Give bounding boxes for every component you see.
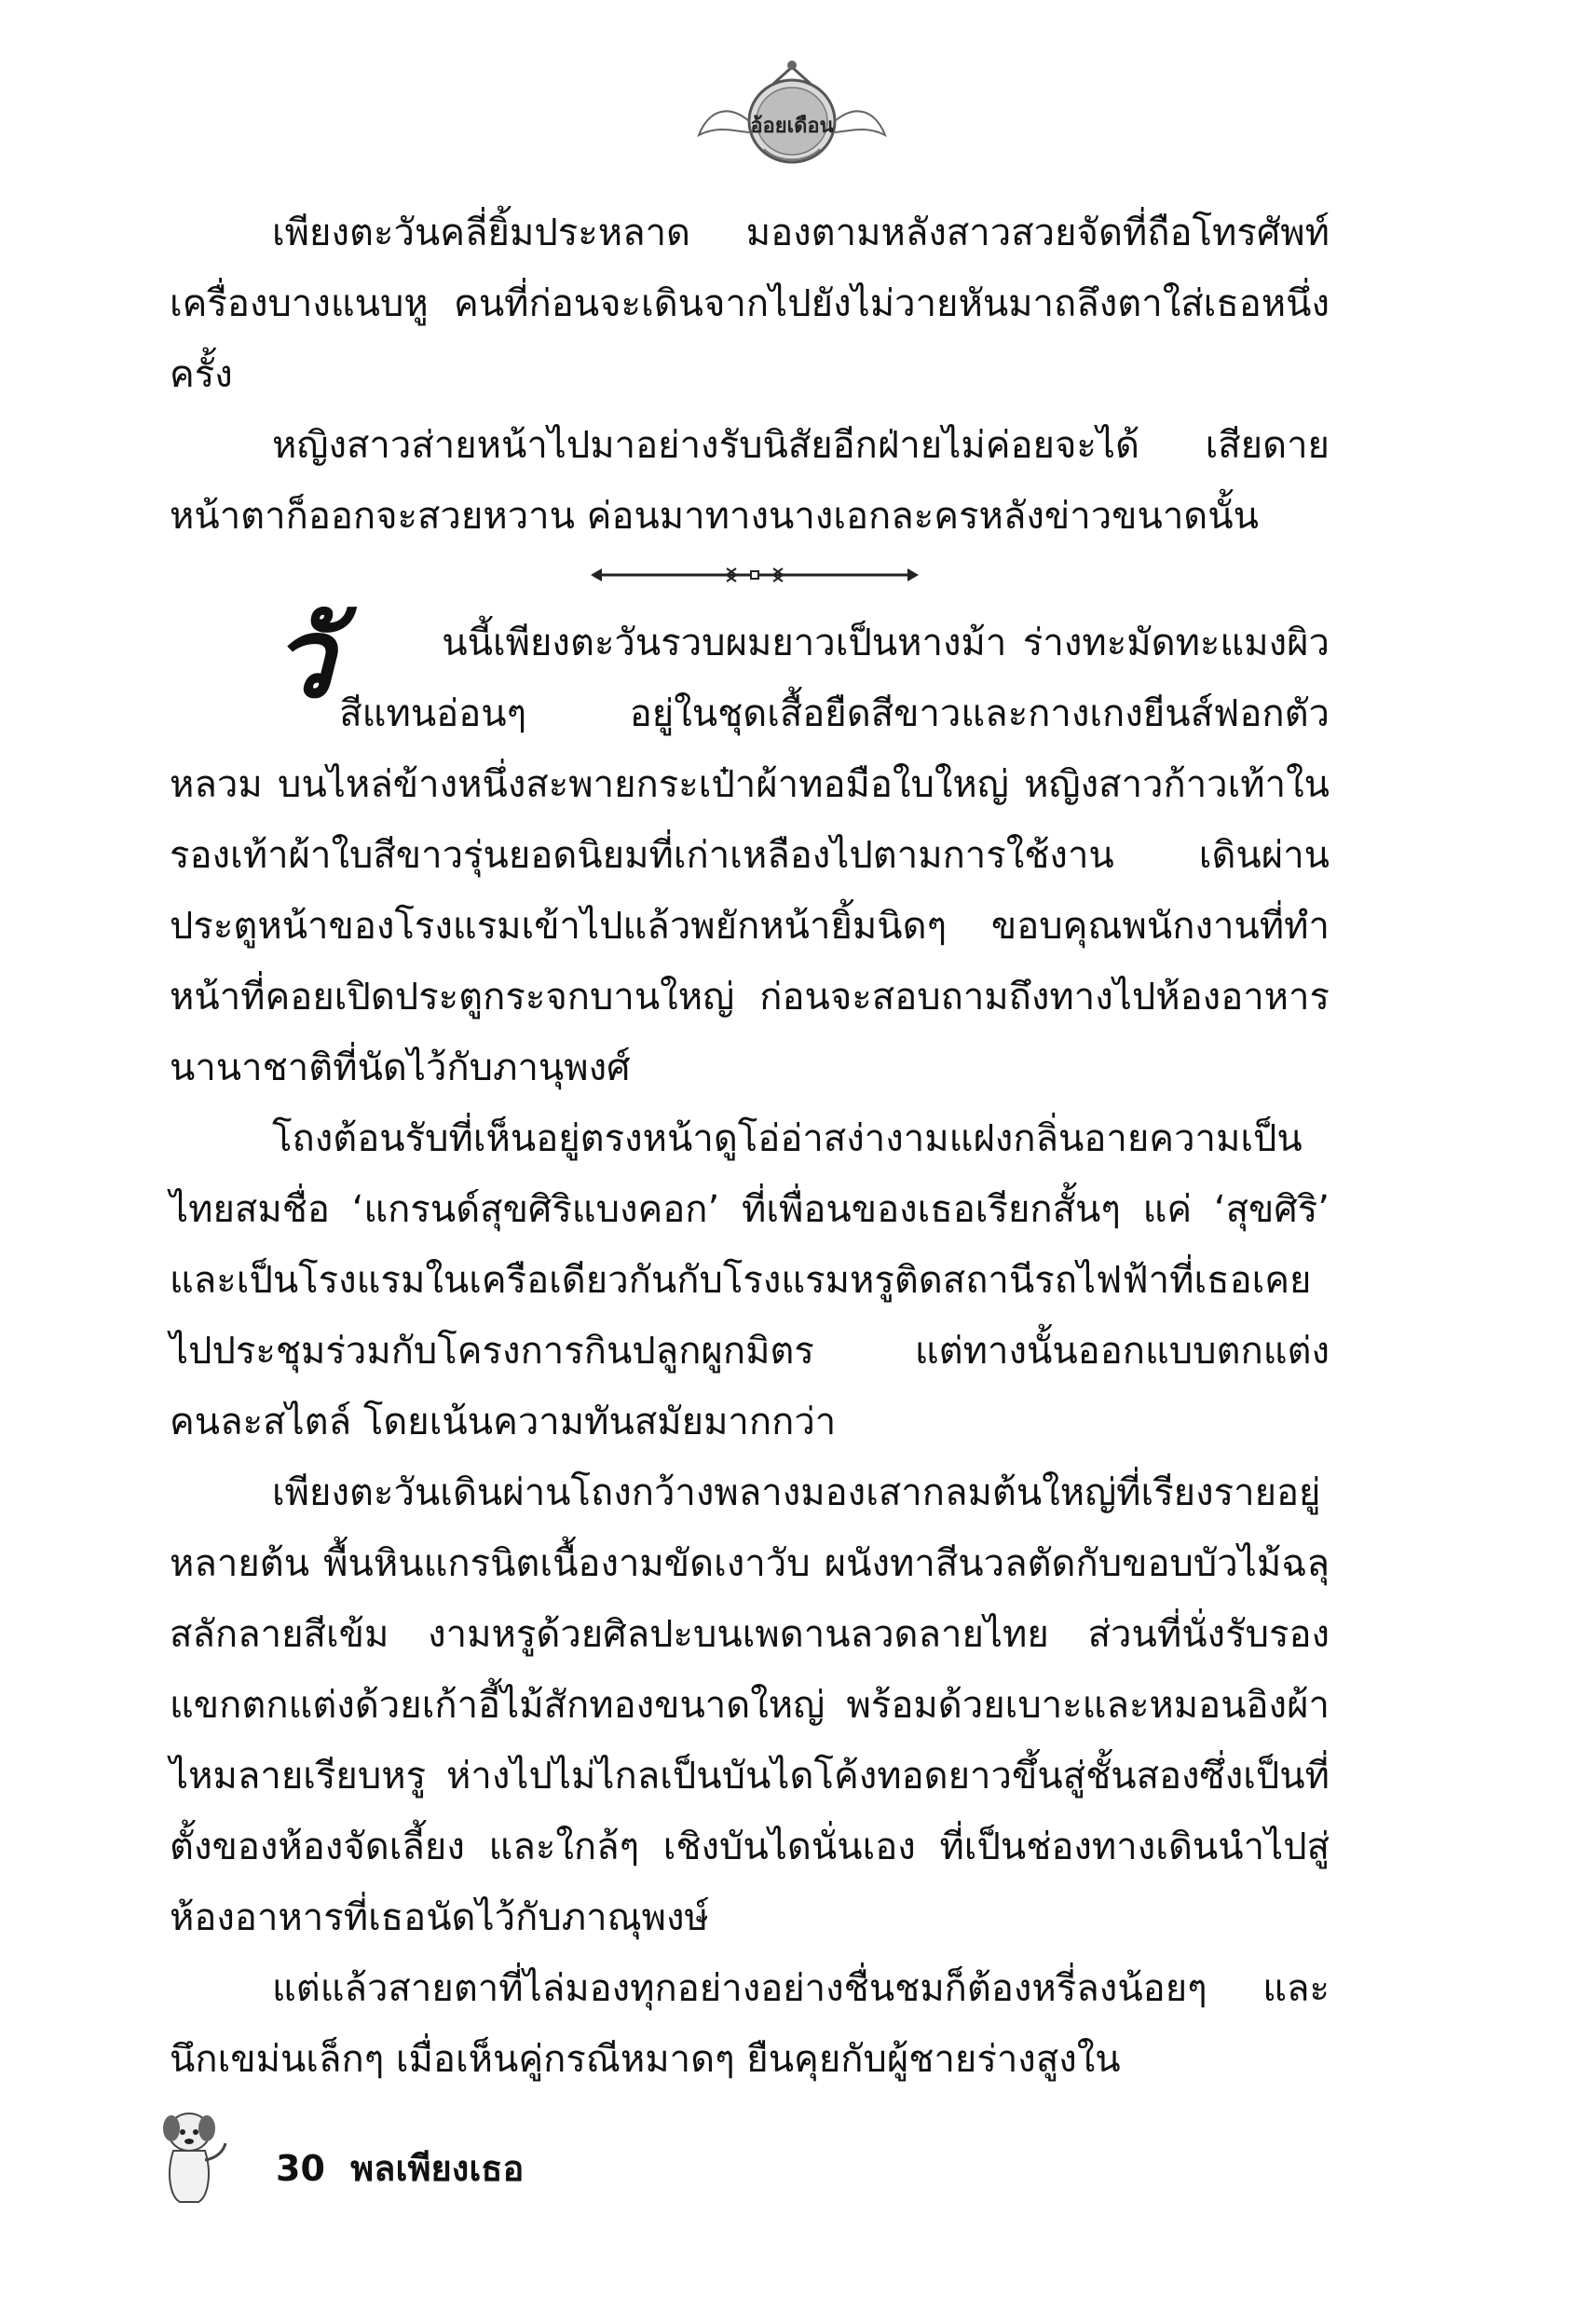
opening-paragraph	[170, 593, 1330, 1103]
puppy-icon	[147, 2095, 231, 2207]
drop-cap: วั	[272, 593, 334, 722]
paragraph: เพียงตะวันคลี่ยิ้มประหลาด มองตามหลังสาวสวยจัดที่ถือโทรศัพท์เครื่องบางแนบหู คนที่ก่อนจะเดินจากไปยังไม่วายหันมาถลึงตาใส่เธอหนึ่งครั้ง	[170, 212, 1330, 396]
text-block-top	[170, 198, 1330, 552]
opening-paragraph-text: นนี้เพียงตะวันรวบผมยาวเป็นหางม้า ร่างทะมัดทะแมงผิวสีแทนอ่อนๆ อยู่ในชุดเสื้อยืดสีขาวและกางเกงยีนส์ฟอกตัวหลวม บนไหล่ข้างหนึ่งสะพายกระเป๋าผ้าทอมือใบใหญ่ หญิงสาวก้าวเท้าในรองเท้าผ้าใบสีขาวรุ่นยอดนิยมที่เก่าเหลืองไปตามการใช้งาน เดินผ่านประตูหน้าของโรงแรมเข้าไปแล้วพยักหน้ายิ้มนิดๆ ขอบคุณพนักงานที่ทำหน้าที่คอยเปิดประตูกระจกบานใหญ่ ก่อนจะสอบถามถึงทางไปห้องอาหารนานาชาติที่นัดไว้กับภานุพงศ์	[170, 622, 1330, 1089]
ornamental-divider-icon	[587, 561, 922, 589]
page-number: 30	[276, 2148, 325, 2189]
text-block-main	[170, 593, 1330, 2095]
book-title: พลเพียงเธอ	[350, 2148, 525, 2189]
paragraph: หญิงสาวส่ายหน้าไปมาอย่างรับนิสัยอีกฝ่ายไม่ค่อยจะได้ เสียดายหน้าตาก็ออกจะสวยหวาน ค่อนมาทางนางเอกละครหลังข่าวขนาดนั้น	[170, 424, 1330, 538]
page-footer	[276, 2140, 537, 2196]
paragraph: โถงต้อนรับที่เห็นอยู่ตรงหน้าดูโอ่อ่าสง่างามแฝงกลิ่นอายความเป็นไทยสมชื่อ ‘แกรนด์สุขศิริแบงคอก’ ที่เพื่อนของเธอเรียกสั้นๆ แค่ ‘สุขศิริ’ และเป็นโรงแรมในเครือเดียวกันกับโรงแรมหรูติดสถานีรถไฟฟ้าที่เธอเคยไปประชุมร่วมกับโครงการกินปลูกผูกมิตร แต่ทางนั้นออกแบบตกแต่งคนละสไตล์ โดยเน้นความทันสมัยมากกว่า	[170, 1117, 1330, 1443]
paragraph: เพียงตะวันเดินผ่านโถงกว้างพลางมองเสากลมต้นใหญ่ที่เรียงรายอยู่หลายต้น พื้นหินแกรนิตเนื้องามขัดเงาวับ ผนังทาสีนวลตัดกับขอบบัวไม้ฉลุสลักลายสีเข้ม งามหรูด้วยศิลปะบนเพดานลวดลายไทย ส่วนที่นั่งรับรองแขกตกแต่งด้วยเก้าอี้ไม้สักทองขนาดใหญ่ พร้อมด้วยเบาะและหมอนอิงผ้าไหมลายเรียบหรู ห่างไปไม่ไกลเป็นบันไดโค้งทอดยาวขึ้นสู่ชั้นสองซึ่งเป็นที่ตั้งของห้องจัดเลี้ยง และใกล้ๆ เชิงบันไดนั่นเอง ที่เป็นช่องทางเดินนำไปสู่ห้องอาหารที่เธอนัดไว้กับภาณุพงษ์	[170, 1471, 1330, 1939]
ornamental-crest-icon	[671, 47, 913, 177]
paragraph: แต่แล้วสายตาที่ไล่มองทุกอย่างอย่างชื่นชมก็ต้องหรี่ลงน้อยๆ และนึกเขม่นเล็กๆ เมื่อเห็นคู่กรณีหมาดๆ ยืนคุยกับผู้ชายร่างสูงใน	[170, 1967, 1330, 2081]
logo-text: อ้อยเดือน	[750, 115, 834, 138]
